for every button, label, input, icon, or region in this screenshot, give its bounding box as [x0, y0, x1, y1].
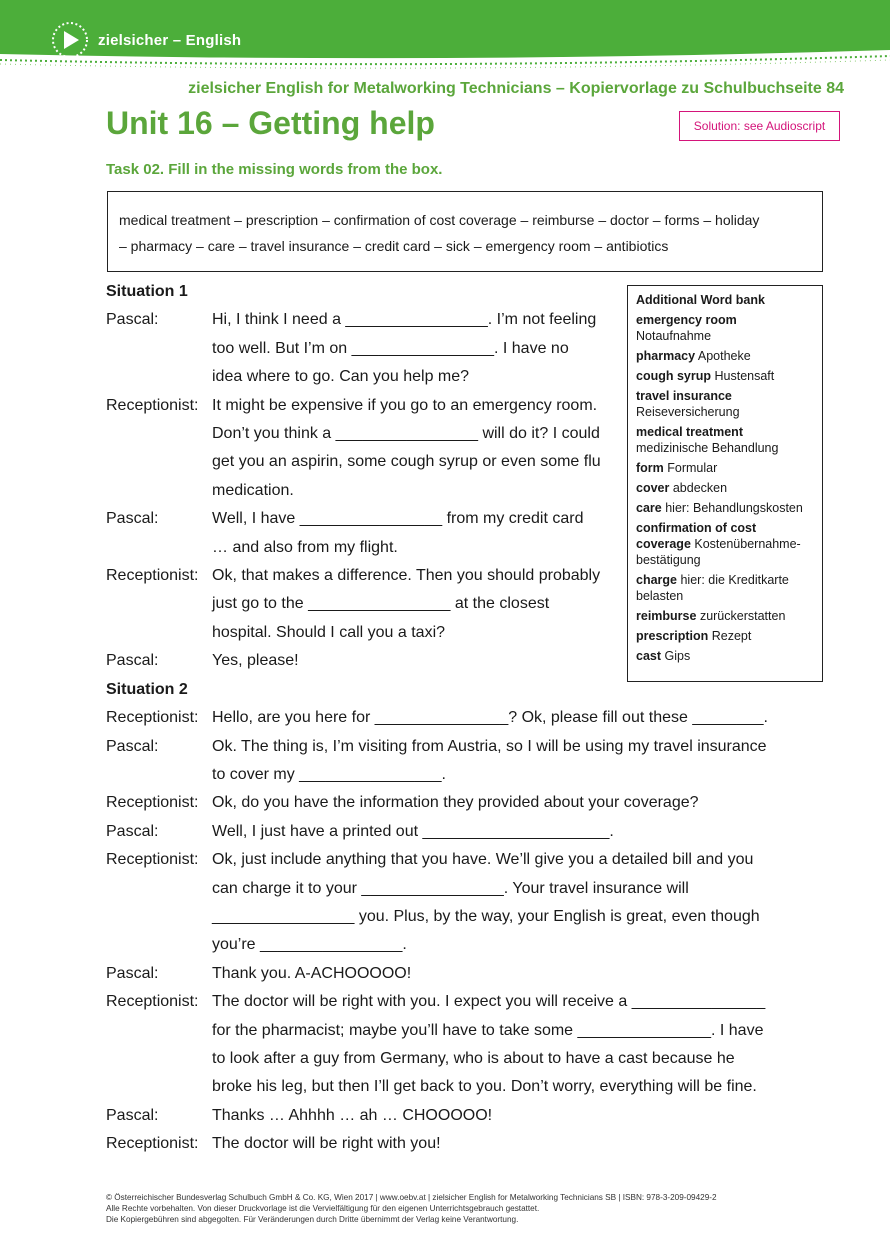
play-logo-icon	[50, 20, 90, 60]
word-bank-title: Additional Word bank	[636, 293, 765, 307]
turn-text	[212, 960, 806, 988]
word-box-line: medical treatment – prescription – confirmation of cost coverage – reimburse – doctor – forms – holiday	[119, 212, 760, 228]
turn-text	[212, 704, 806, 732]
dialogue-line: It might be expensive if you go to an emergency room.	[212, 396, 598, 414]
dialogue-line: … and also from my flight.	[212, 538, 398, 556]
dialogue-line: Ok, just include anything that you have. We’ll give you a detailed bill and you	[212, 851, 754, 869]
footer	[106, 1192, 717, 1225]
dialogue-line: to look after a guy from Germany, who is about to have a cast because he	[212, 1049, 735, 1067]
speaker-label: Receptionist:	[106, 709, 199, 727]
word-bank-translation: Formular	[667, 461, 718, 475]
dialogue-line: Thanks … Ahhhh … ah … CHOOOOO!	[212, 1106, 493, 1124]
dialogue-line: The doctor will be right with you!	[212, 1135, 441, 1153]
dialogue-turn	[106, 647, 806, 675]
dialogue-turn	[106, 505, 806, 562]
word-bank-term: emergency room	[636, 313, 737, 327]
word-bank-translation: Hustensaft	[714, 369, 775, 383]
dialogue-line: Ok, that makes a difference. Then you should probably	[212, 567, 601, 585]
dialogue-turn	[106, 392, 806, 506]
dialogue-turn	[106, 733, 806, 790]
solution-note: Solution: see Audioscript	[679, 111, 840, 141]
word-bank-translation: Gips	[664, 649, 691, 663]
word-bank-term: form	[636, 461, 664, 475]
word-bank-translation: hier: die Kreditkarte belasten	[636, 573, 789, 603]
word-bank-term: care	[636, 501, 662, 515]
turn-text	[212, 1130, 806, 1158]
dialogue-turn	[106, 789, 806, 817]
dialogue-turn	[106, 1130, 806, 1158]
dialogue-line: The doctor will be right with you. I expect you will receive a _______________	[212, 993, 766, 1011]
dialogue-line: to cover my ________________.	[212, 765, 446, 783]
speaker-label: Pascal:	[106, 652, 159, 670]
word-bank-term: charge	[636, 573, 677, 587]
word-bank-translation: Kostenübernahme-bestätigung	[636, 537, 801, 567]
turn-text	[212, 505, 806, 562]
speaker-label: Receptionist:	[106, 1135, 199, 1153]
word-bank-translation: medizinische Behandlung	[636, 441, 779, 455]
speaker-label: Receptionist:	[106, 794, 199, 812]
turn-text	[212, 789, 806, 817]
word-bank-term: cast	[636, 649, 662, 663]
speaker-label: Pascal:	[106, 737, 159, 755]
word-box	[107, 191, 823, 272]
speaker-label: Pascal:	[106, 510, 159, 528]
dialogue-turn	[106, 988, 806, 1102]
page-title: Unit 16 – Getting help	[106, 105, 435, 141]
turn-text	[212, 733, 806, 790]
speaker-label: Pascal:	[106, 311, 159, 329]
dialogue-turn	[106, 818, 806, 846]
dialogue-line: Thank you. A-ACHOOOOO!	[212, 964, 412, 982]
task-instruction: Task 02. Fill in the missing words from the box.	[106, 161, 443, 178]
word-bank-translation: Apotheke	[697, 349, 751, 363]
turn-text	[212, 647, 806, 675]
header-subtitle: zielsicher English for Metalworking Technicians – Kopiervorlage zu Schulbuchseite 84	[188, 80, 844, 97]
word-bank-translation: zurückerstatten	[699, 609, 786, 623]
word-bank-term: travel insurance	[636, 389, 732, 403]
dialogue-line: broke his leg, but then I’ll get back to you. Don’t worry, everything will be fine.	[212, 1078, 757, 1096]
speaker-label: Receptionist:	[106, 993, 199, 1011]
situation-heading: Situation 2	[106, 680, 188, 698]
dialogue-line: Ok, do you have the information they provided about your coverage?	[212, 794, 699, 812]
dialogue-line: Ok. The thing is, I’m visiting from Austria, so I will be using my travel insurance	[212, 737, 767, 755]
turn-text	[212, 846, 806, 960]
dialogue-line: can charge it to your ________________. Your travel insurance will	[212, 879, 689, 897]
situation-heading: Situation 1	[106, 283, 188, 300]
word-bank-term: confirmation of cost coverage	[636, 521, 757, 551]
footer-line: Die Kopiergebühren sind abgegolten. Für Veränderungen durch Dritte übernimmt der Verlag keine Verantwortung.	[106, 1215, 519, 1224]
dialogue-line: Well, I have ________________ from my credit card	[212, 510, 584, 528]
word-bank-term: cough syrup	[636, 369, 712, 383]
dialogue-line: for the pharmacist; maybe you’ll have to take some _______________. I have	[212, 1021, 764, 1039]
dialogue-line: too well. But I’m on ________________. I have no	[212, 339, 569, 357]
word-bank-translation: Rezept	[711, 629, 752, 643]
dialogue-line: get you an aspirin, some cough syrup or even some flu	[212, 453, 601, 471]
speaker-label: Receptionist:	[106, 567, 199, 585]
word-bank-term: pharmacy	[636, 349, 696, 363]
word-bank-translation: hier: Behandlungskosten	[665, 501, 803, 515]
turn-text	[212, 988, 806, 1102]
speaker-label: Pascal:	[106, 1106, 159, 1124]
word-bank-term: medical treatment	[636, 425, 743, 439]
dialogue-turn	[106, 960, 806, 988]
dialogue-line: hospital. Should I call you a taxi?	[212, 623, 446, 641]
turn-text	[212, 818, 806, 846]
turn-text	[212, 306, 806, 391]
brand-logo	[50, 20, 241, 60]
word-bank-translation: Notaufnahme	[636, 329, 712, 343]
turn-text	[212, 392, 806, 506]
speaker-label: Receptionist:	[106, 851, 199, 869]
footer-line: Alle Rechte vorbehalten. Von dieser Druckvorlage ist die Vervielfältigung für den eigenen Unterrichtsgebrauch gestattet.	[106, 1204, 540, 1213]
dialogue-turn	[106, 704, 806, 732]
word-bank-term: reimburse	[636, 609, 697, 623]
dialogue-turn	[106, 562, 806, 647]
word-bank-translation: Reiseversicherung	[636, 405, 740, 419]
brand-name: zielsicher – English	[98, 31, 242, 49]
word-bank-term: prescription	[636, 629, 709, 643]
dialogue	[106, 278, 806, 1159]
dialogue-turn	[106, 846, 806, 960]
speaker-label: Receptionist:	[106, 396, 199, 414]
dialogue-line: ________________ you. Plus, by the way, your English is great, even though	[212, 907, 760, 925]
turn-text	[212, 1102, 806, 1130]
dialogue-line: Well, I just have a printed out _____________________.	[212, 822, 614, 840]
footer-line: © Österreichischer Bundesverlag Schulbuch GmbH & Co. KG, Wien 2017 | www.oebv.at | zielsicher English for Metalworking Technicians SB | ISBN: 978-3-209-09429-2	[106, 1193, 717, 1202]
speaker-label: Pascal:	[106, 964, 159, 982]
dialogue-line: medication.	[212, 481, 294, 499]
dialogue-turn	[106, 1102, 806, 1130]
dialogue-line: just go to the ________________ at the closest	[212, 595, 550, 613]
dialogue-line: idea where to go. Can you help me?	[212, 368, 470, 386]
dialogue-line: Hello, are you here for _______________? Ok, please fill out these ________.	[212, 709, 768, 727]
turn-text	[212, 562, 806, 647]
dialogue-line: Don’t you think a ________________ will do it? I could	[212, 425, 600, 443]
word-box-line: – pharmacy – care – travel insurance – credit card – sick – emergency room – antibiotics	[119, 238, 669, 254]
word-bank-term: cover	[636, 481, 670, 495]
dialogue-turn	[106, 306, 806, 391]
dialogue-line: you’re ________________.	[212, 936, 407, 954]
dialogue-line: Hi, I think I need a ________________. I’m not feeling	[212, 311, 597, 329]
word-bank-translation: abdecken	[672, 481, 728, 495]
speaker-label: Pascal:	[106, 822, 159, 840]
dialogue-line: Yes, please!	[212, 652, 299, 670]
